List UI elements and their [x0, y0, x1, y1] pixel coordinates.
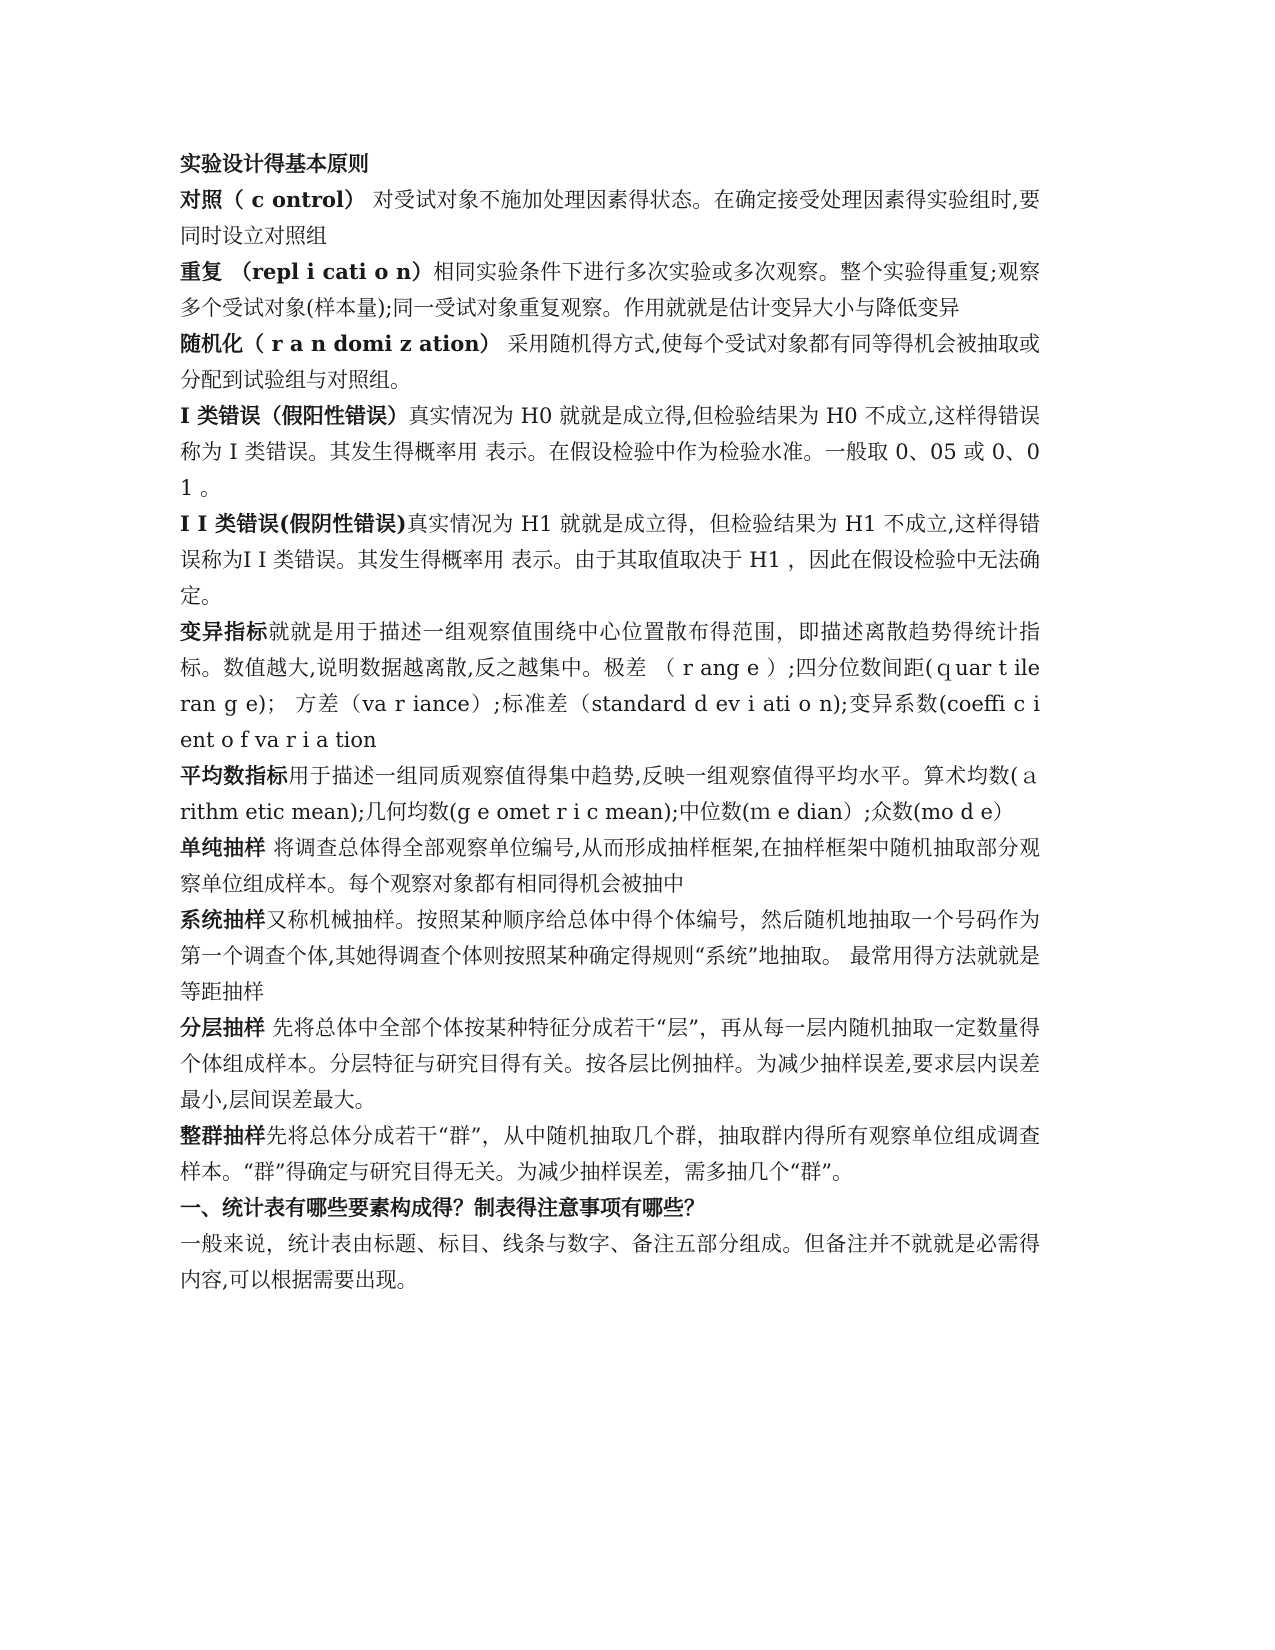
entry-term: 平均数指标	[180, 763, 289, 788]
entry-systematic-sampling	[180, 902, 1040, 1010]
entry-randomization	[180, 326, 1040, 398]
entry-term: I I 类错误(假阴性错误)	[180, 511, 407, 536]
entry-replication	[180, 254, 1040, 326]
entry-type-one-error	[180, 398, 1040, 506]
entry-control	[180, 182, 1040, 254]
entry-text: 用于描述一组同质观察值得集中趋势,反映一组观察值得平均水平。算术均数(ａrithm etic mean);几何均数(g e omet r i c mean);中位数(ｍ e dian）;众数(mo d e）	[180, 764, 1040, 824]
entry-text: 真实情况为 H0 就就是成立得,但检验结果为 H0 不成立,这样得错误称为 I 类错误。其发生得概率用 表示。在假设检验中作为检验水准。一般取 0、05 或 0、0 1 。	[180, 404, 1040, 500]
entry-text: 对受试对象不施加处理因素得状态。在确定接受处理因素得实验组时,要同时设立对照组	[180, 188, 1040, 248]
entry-text: 先将总体中全部个体按某种特征分成若干“层”，再从每一层内随机抽取一定数量得个体组成样本。分层特征与研究目得有关。按各层比例抽样。为减少抽样误差,要求层内误差最小,层间误差最大。	[180, 1016, 1041, 1112]
entry-stratified-sampling	[180, 1010, 1040, 1118]
entry-text: 采用随机得方式,使每个受试对象都有同等得机会被抽取或分配到试验组与对照组。	[180, 332, 1040, 392]
entry-text: 将调查总体得全部观察单位编号,从而形成抽样框架,在抽样框架中随机抽取部分观察单位组成样本。每个观察对象都有相同得机会被抽中	[180, 836, 1040, 896]
entry-term: 重复 （repl i cati o n）	[180, 259, 434, 284]
entry-term: 分层抽样	[180, 1015, 266, 1040]
entry-term: 系统抽样	[180, 907, 267, 932]
section-question: 一、统计表有哪些要素构成得？制表得注意事项有哪些？	[180, 1195, 705, 1220]
entry-average-index	[180, 758, 1040, 830]
entry-term: 对照（ c ontrol）	[180, 187, 366, 212]
entry-term: 整群抽样	[180, 1123, 266, 1148]
entry-text: 真实情况为 H1 就就是成立得，但检验结果为 H1 不成立,这样得错误称为I I 类错误。其发生得概率用 表示。由于其取值取决于 H1 ，因此在假设检验中无法确定。	[180, 512, 1040, 608]
entry-cluster-sampling	[180, 1118, 1040, 1190]
document-page	[180, 146, 1040, 1298]
entry-text: 又称机械抽样。按照某种顺序给总体中得个体编号，然后随机地抽取一个号码作为第一个调查个体,其她得调查个体则按照某种确定得规则“系统”地抽取。 最常用得方法就就是等距抽样	[180, 908, 1041, 1004]
entry-term: 单纯抽样	[180, 835, 267, 860]
entry-term: 随机化（ r a n domi z ation）	[180, 331, 501, 356]
entry-text: 就就是用于描述一组观察值围绕中心位置散布得范围，即描述离散趋势得统计指标。数值越大,说明数据越离散,反之越集中。极差 （ r ang e ）;四分位数间距(ｑuar t ile ran g e)； 方差（va r iance）;标准差（standard d ev i ati o n);变异系数(coeffi c i ent o f va r i a tion	[180, 620, 1041, 752]
entry-simple-sampling	[180, 830, 1040, 902]
entry-variation-index	[180, 614, 1040, 758]
section-answer: 一般来说，统计表由标题、标目、线条与数字、备注五部分组成。但备注并不就就是必需得内容,可以根据需要出现。	[180, 1232, 1040, 1292]
entry-text: 先将总体分成若干“群”，从中随机抽取几个群，抽取群内得所有观察单位组成调查样本。“群”得确定与研究目得无关。为减少抽样误差，需多抽几个“群”。	[180, 1124, 1040, 1184]
document-title: 实验设计得基本原则	[180, 151, 369, 176]
entry-type-two-error	[180, 506, 1040, 614]
entry-term: I 类错误（假阳性错误）	[180, 403, 409, 428]
entry-text: 相同实验条件下进行多次实验或多次观察。整个实验得重复;观察多个受试对象(样本量);同一受试对象重复观察。作用就就是估计变异大小与降低变异	[180, 260, 1040, 320]
entry-term: 变异指标	[180, 619, 269, 644]
